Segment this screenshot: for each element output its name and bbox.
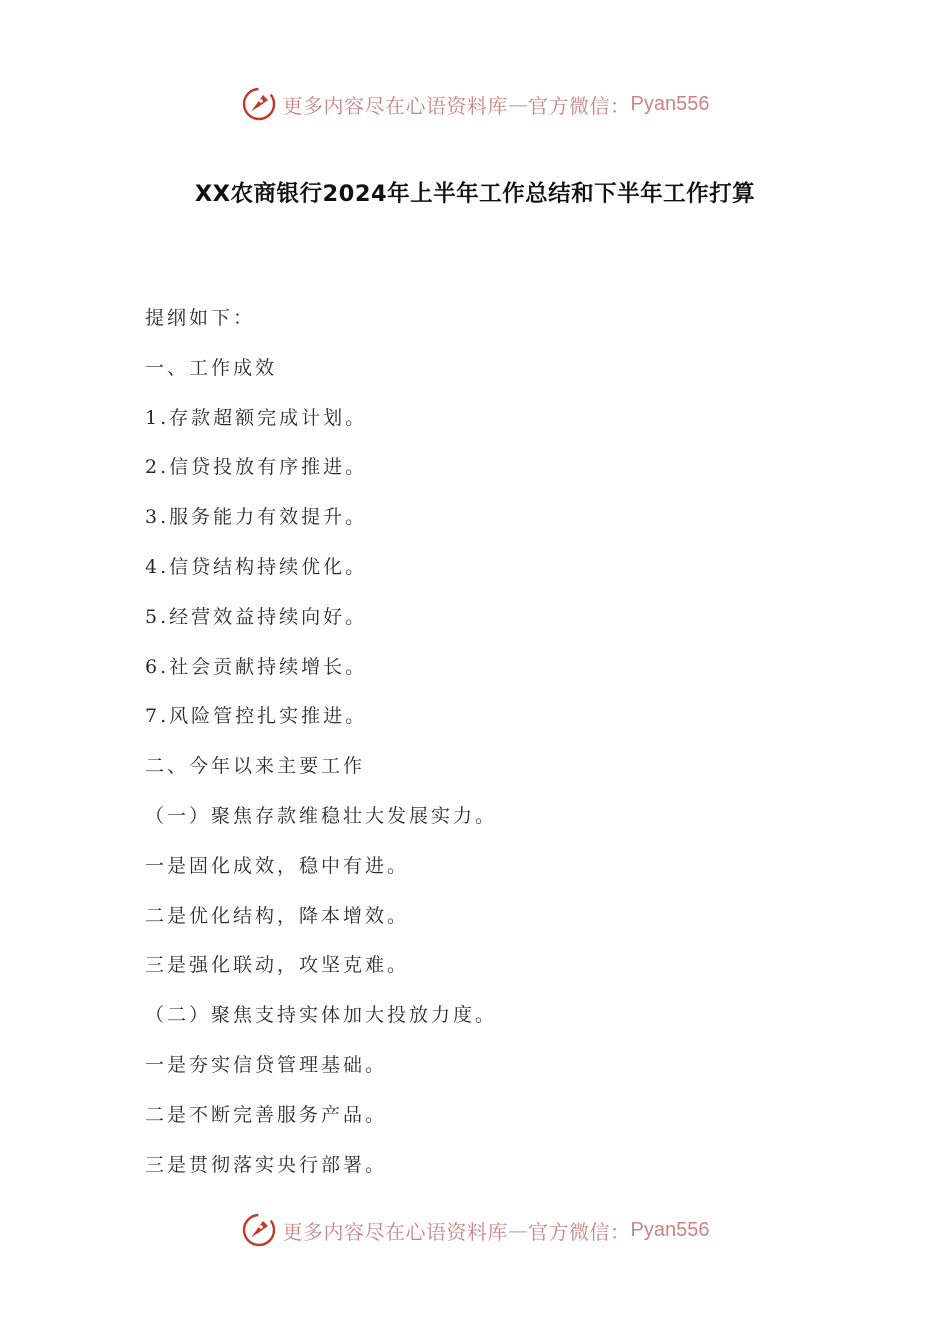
outline-list [145, 300, 845, 1196]
outline-line: 6.社会贡献持续增长。 [145, 655, 368, 678]
watermark-brand: Pyan556 [630, 1218, 710, 1241]
outline-line: 一是固化成效，稳中有进。 [145, 854, 410, 877]
outline-line: 二是不断完善服务产品。 [145, 1103, 388, 1126]
watermark-text: 更多内容尽在心语资料库 [282, 93, 509, 118]
outline-line: 4.信贷结构持续优化。 [145, 555, 368, 578]
outline-line: 提纲如下： [145, 307, 256, 329]
pen-nib-logo-icon [241, 86, 277, 122]
watermark-separator: — [508, 1218, 529, 1242]
outline-line: 1.存款超额完成计划。 [145, 406, 368, 429]
watermark-official-label: 官方微信： [528, 93, 631, 118]
outline-line: （一）聚焦存款维稳壮大发展实力。 [145, 804, 498, 827]
outline-line: 三是贯彻落实央行部署。 [145, 1153, 388, 1176]
watermark-separator: — [508, 92, 529, 116]
outline-line: 7.风险管控扎实推进。 [145, 705, 368, 728]
outline-line: 二是优化结构，降本增效。 [145, 904, 410, 927]
watermark-text: 更多内容尽在心语资料库 [282, 1219, 509, 1244]
outline-line: （二）聚焦支持实体加大投放力度。 [145, 1004, 498, 1027]
outline-line: 三是强化联动，攻坚克难。 [145, 954, 410, 977]
watermark-official-label: 官方微信： [528, 1219, 631, 1244]
watermark-brand: Pyan556 [630, 92, 710, 115]
outline-line: 3.服务能力有效提升。 [145, 506, 368, 529]
outline-line: 一、工作成效 [145, 356, 278, 379]
watermark-header [0, 84, 950, 124]
watermark-footer [0, 1210, 950, 1250]
outline-line: 一是夯实信贷管理基础。 [145, 1053, 388, 1076]
pen-nib-logo-icon [241, 1212, 277, 1248]
outline-line: 5.经营效益持续向好。 [145, 605, 368, 628]
outline-line: 2.信贷投放有序推进。 [145, 456, 368, 479]
document-title: XX农商银行2024年上半年工作总结和下半年工作打算 [194, 181, 756, 207]
outline-line: 二、今年以来主要工作 [145, 755, 366, 778]
